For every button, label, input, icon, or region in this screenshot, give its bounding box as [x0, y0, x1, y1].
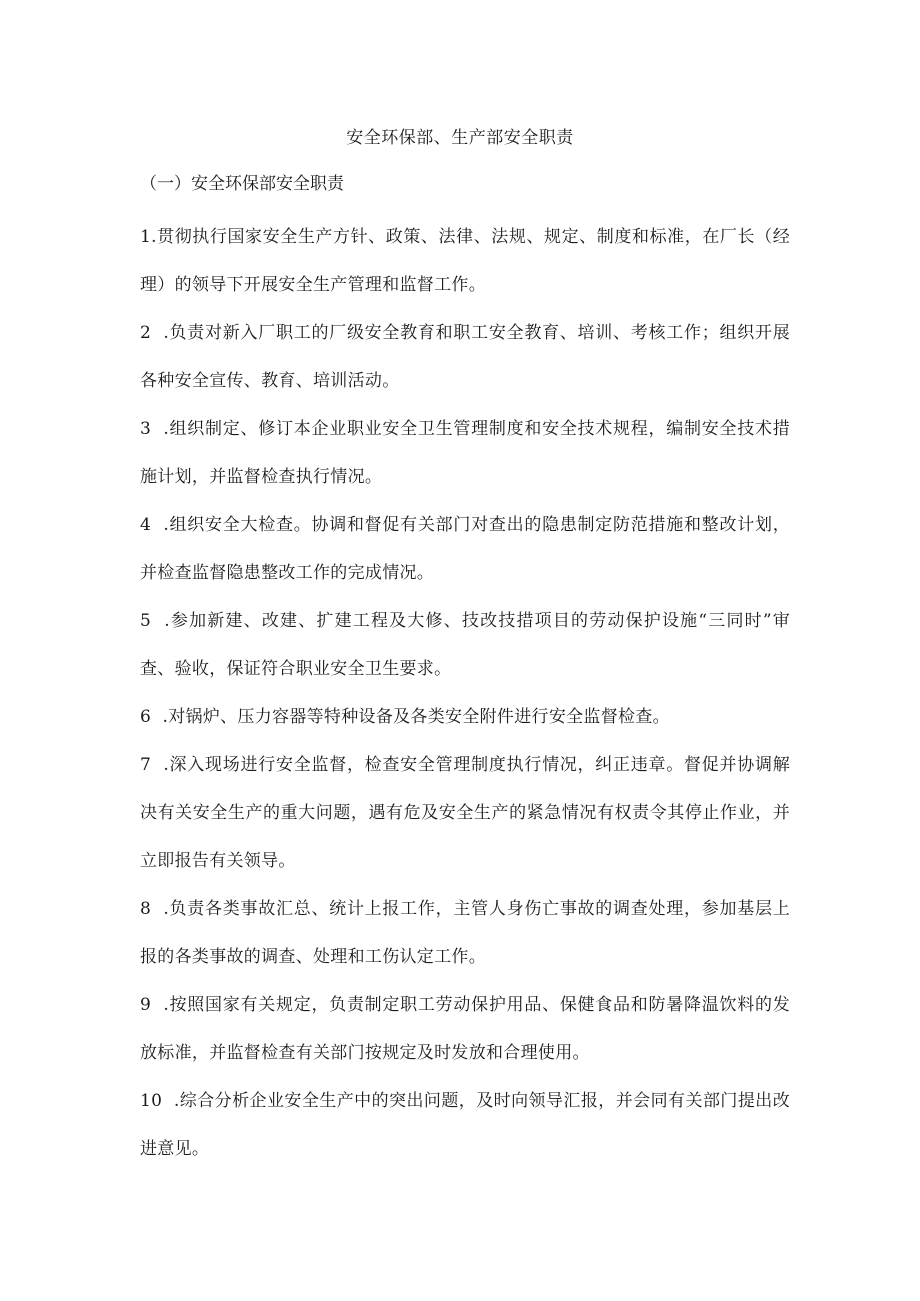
duty-item-2: 2 .负责对新入厂职工的厂级安全教育和职工安全教育、培训、考核工作；组织开展各种安全宣传、教育、培训活动。	[140, 323, 790, 391]
document-title: 安全环保部、生产部安全职责	[346, 128, 574, 148]
duty-item-10: 10 .综合分析企业安全生产中的突出问题，及时向领导汇报，并会同有关部门提出改进意见。	[140, 1091, 790, 1159]
duty-list	[140, 213, 790, 1173]
duty-item-5: 5 .参加新建、改建、扩建工程及大修、技改技措项目的劳动保护设施“三同时”审查、验收，保证符合职业安全卫生要求。	[140, 611, 790, 679]
duty-item-7: 7 .深入现场进行安全监督，检查安全管理制度执行情况，纠正违章。督促并协调解决有关安全生产的重大问题，遇有危及安全生产的紧急情况有权责令其停止作业，并立即报告有关领导。	[140, 755, 790, 871]
duty-item-3: 3 .组织制定、修订本企业职业安全卫生管理制度和安全技术规程，编制安全技术措施计划，并监督检查执行情况。	[140, 419, 790, 487]
duty-item-4: 4 .组织安全大检查。协调和督促有关部门对查出的隐患制定防范措施和整改计划，并检查监督隐患整改工作的完成情况。	[140, 515, 790, 583]
section-heading: （一）安全环保部安全职责	[140, 174, 344, 194]
duty-item-8: 8 .负责各类事故汇总、统计上报工作，主管人身伤亡事故的调查处理，参加基层上报的各类事故的调查、处理和工伤认定工作。	[140, 899, 790, 967]
duty-item-6: 6 .对锅炉、压力容器等特种设备及各类安全附件进行安全监督检查。	[140, 707, 670, 727]
duty-item-9: 9 .按照国家有关规定，负责制定职工劳动保护用品、保健食品和防暑降温饮料的发放标准，并监督检查有关部门按规定及时发放和合理使用。	[140, 995, 790, 1063]
duty-item-1: 1.贯彻执行国家安全生产方针、政策、法律、法规、规定、制度和标准，在厂长（经理）的领导下开展安全生产管理和监督工作。	[140, 227, 790, 295]
